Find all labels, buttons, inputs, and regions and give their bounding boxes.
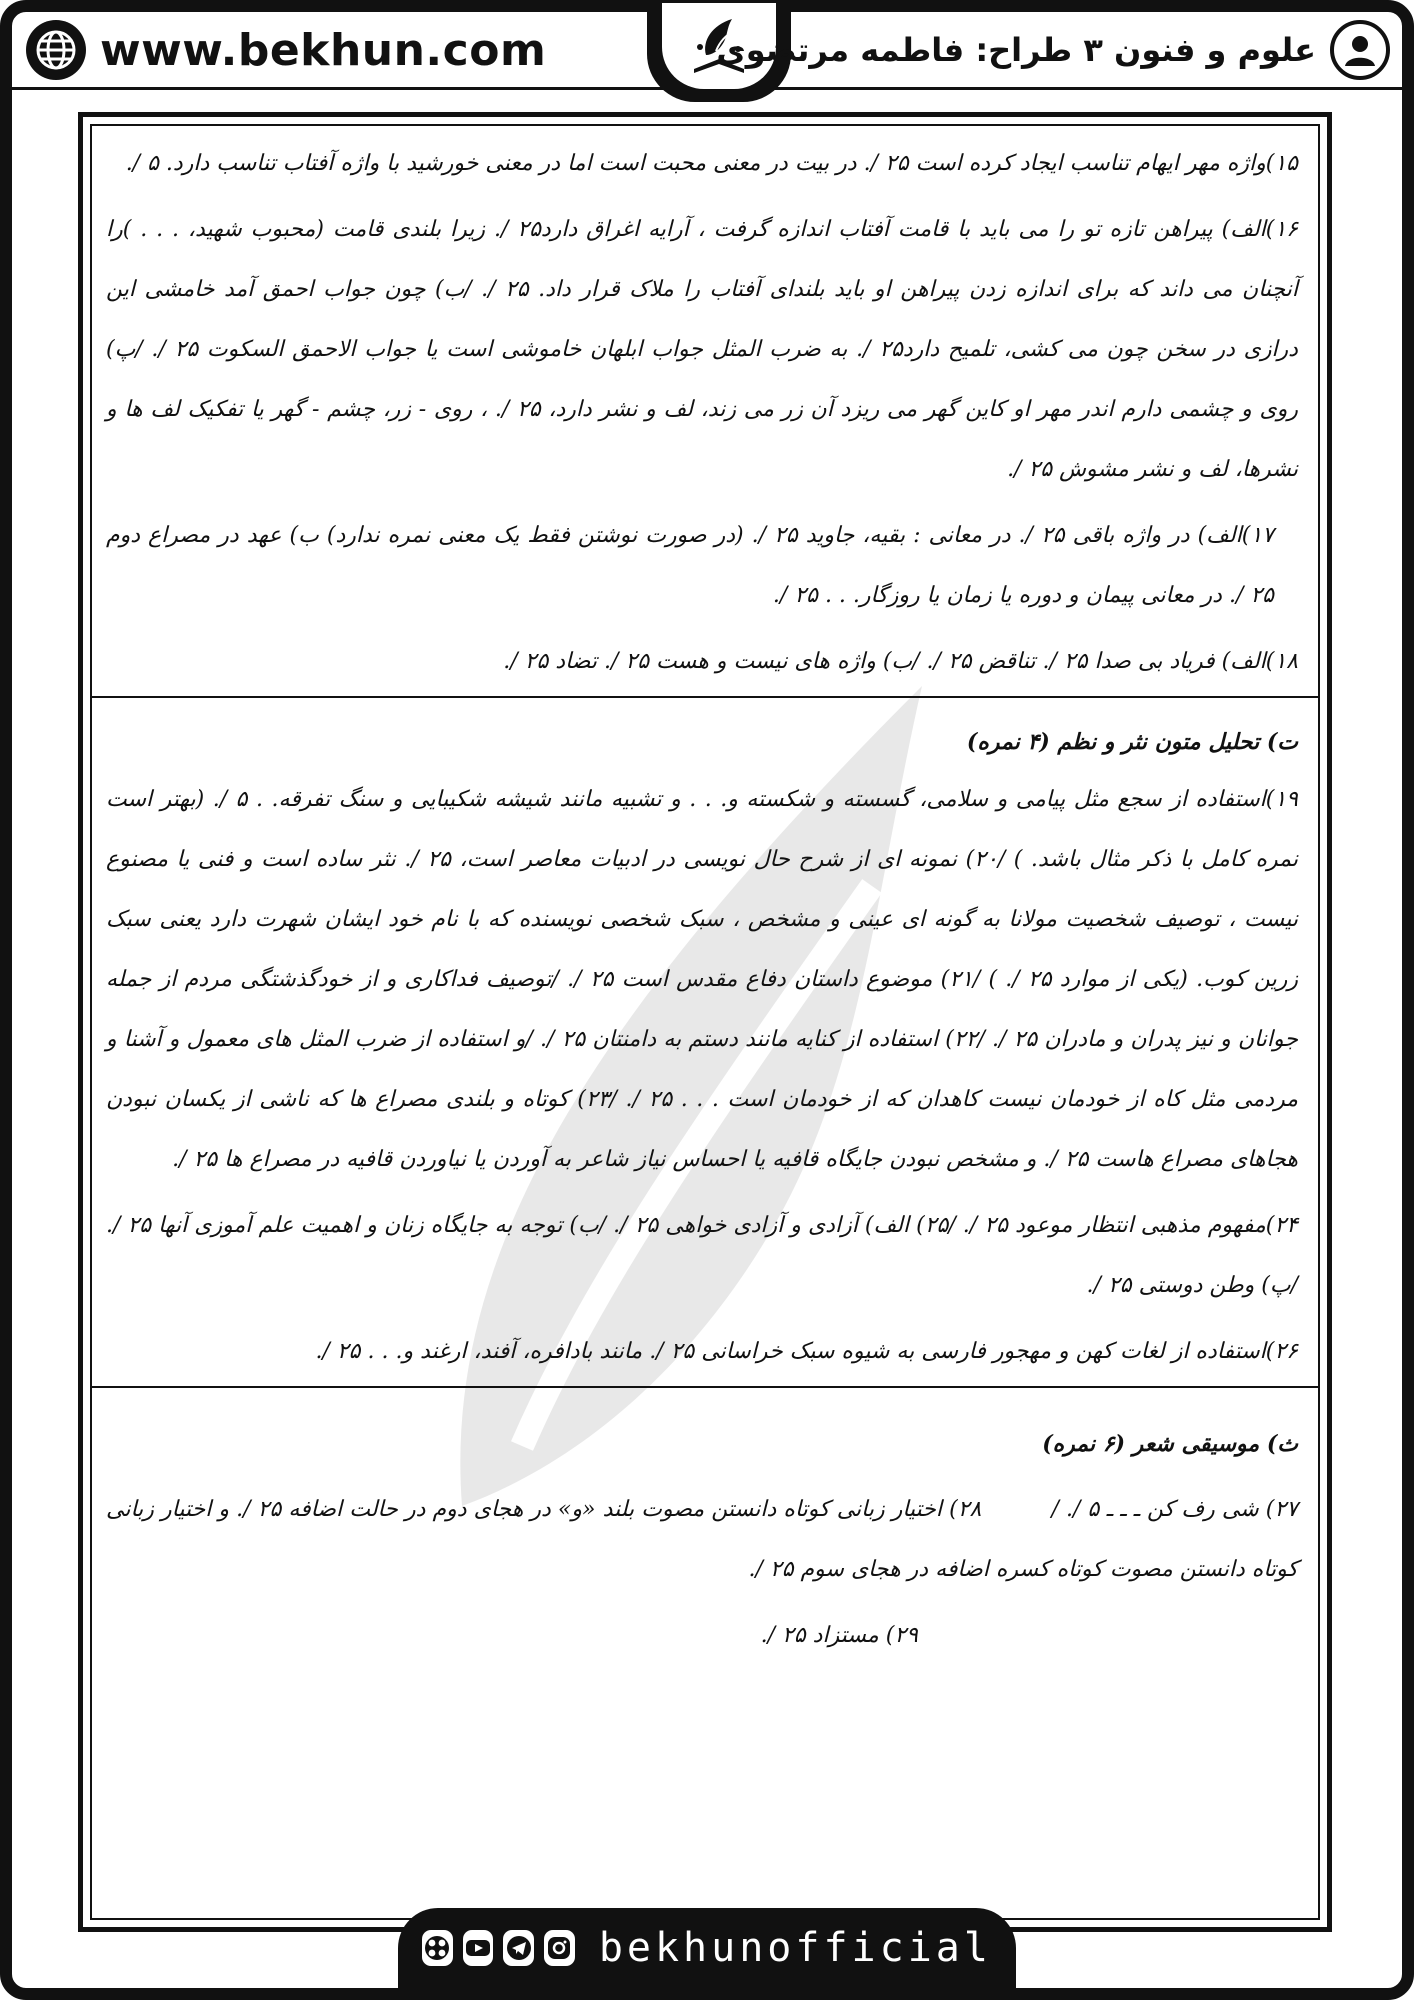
answer-29: ۲۹) مستزاد ۲۵ /. (760, 1623, 918, 1648)
youtube-icon[interactable] (463, 1930, 494, 1966)
aparat-icon[interactable] (422, 1930, 453, 1966)
answer-18: ۱۸)الف) فریاد بی صدا ۲۵ /. تناقض ۲۵ /. /ب) واژه های نیست و هست ۲۵ /. تضاد ۲۵ /. (503, 649, 1298, 674)
section-heading-part3: ث) موسیقی شعر (۶ نمره) (1042, 1431, 1298, 1457)
social-footer (398, 1908, 1016, 1988)
answer-17: ۱۷)الف) در واژه باقی ۲۵ /. در معانی : بقیه، جاوید ۲۵ /. (در صورت نوشتن فقط یک معنی نمره ندارد) ب) عهد در مصراع دوم ۲۵ /. در معانی پیمان و دوره یا زمان یا روزگار. . . ۲۵ /. (106, 523, 1274, 608)
section-part3 (92, 1386, 1318, 1674)
page-header (12, 12, 1402, 90)
site-link[interactable] (26, 18, 546, 82)
telegram-icon[interactable] (503, 1930, 534, 1966)
section-part2 (92, 696, 1318, 1386)
globe-icon (26, 20, 86, 80)
answer-28: ۲۸) اختیار زبانی کوتاه دانستن مصوت بلند «و» در هجای دوم در حالت اضافه ۲۵ /. و اختیار زبانی کوتاه دانستن مصوت کوتاه کسره اضافه در هجای سوم ۲۵ /. (106, 1497, 1298, 1582)
instagram-icon[interactable] (544, 1930, 575, 1966)
footer-handle[interactable]: bekhunofficial (598, 1925, 992, 1971)
section-part1 (92, 126, 1318, 696)
answer-19-23: ۱۹)استفاده از سجع مثل پیامی و سلامی، گسسته و شکسته و. . . و تشبیه مانند شیشه شکیبایی و سنگ تفرقه. . ۵ /. (بهتر است نمره کامل با ذکر مثال باشد. ) /۲۰) نمونه ای از شرح حال نویسی در ادبیات معاصر است، ۲۵ /. نثر ساده است و فنی یا مصنوع نیست ، توصیف شخصیت مولانا به گونه ای عینی و مشخص ، سبک شخصی نویسنده که با نام خود ایشان شهرت دارد یعنی سبک زرین کوب. (یکی از موارد ۲۵ /. ) /۲۱) موضوع داستان دفاع مقدس است ۲۵ /. /توصیف فداکاری و از خودگذشتگی مردم از جمله جوانان و نیز پدران و مادران ۲۵ /. /۲۲) استفاده از کنایه مانند دستم به دامنتان ۲۵ /. /و استفاده از ضرب المثل های معمول و آشنا و مردمی مثل کاه از خودمان نیست کاهدان که از خودمان است . . . ۲۵ /. /۲۳) کوتاه و بلندی مصراع ها که ناشی از یکسان نبودن هجاهای مصراع هاست ۲۵ /. و مشخص نبودن جایگاه قافیه یا احساس نیاز شاعر به آوردن یا نیاوردن قافیه در مصراع ها ۲۵ /. (106, 787, 1298, 1172)
section-heading-part2: ت) تحلیل متون نثر و نظم (۴ نمره) (966, 729, 1298, 755)
answer-26: ۲۶)استفاده از لغات کهن و مهجور فارسی به شیوه سبک خراسانی ۲۵ /. مانند بادافره، آفند، ارغند و. . . ۲۵ /. (315, 1339, 1298, 1364)
header-title-block (716, 18, 1390, 82)
answer-24-25: ۲۴)مفهوم مذهبی انتظار موعود ۲۵ /. /۲۵) الف) آزادی و آزادی خواهی ۲۵ /. /ب) توجه به جایگاه زنان و اهمیت علم آموزی آنها ۲۵ /. /پ) وطن دوستی ۲۵ /. (106, 1213, 1298, 1298)
site-url[interactable]: www.bekhun.com (100, 24, 547, 76)
answer-sheet-inner (90, 124, 1320, 1920)
answer-27: ۲۷) شی رف کن ـ ـ ـ ۵ /. / (1051, 1497, 1298, 1522)
answer-15: ۱۵)واژه مهر ایهام تناسب ایجاد کرده است ۲۵ /. در بیت در معنی محبت است اما در معنی خورشید با واژه آفتاب تناسب دارد. ۵ /. (125, 151, 1298, 176)
answer-16: ۱۶)الف) پیراهن تازه تو را می باید با قامت آفتاب اندازه گرفت ، آرایه اغراق دارد۲۵ /. زیرا بلندی قامت (محبوب شهید، . . . )را آنچنان می داند که برای اندازه زدن پیراهن او باید بلندای آفتاب را ملاک قرار داد. ۲۵ /. /ب) چون جواب احمق آمد خامشی این درازی در سخن چون می کشی، تلمیح دارد۲۵ /. به ضرب المثل جواب ابلهان خاموشی است یا جواب الاحمق السکوت ۲۵ /. /پ) روی و چشمی دارم اندر مهر او کاین گهر می ریزد آن زر می زند، لف و نشر دارد، ۲۵ /. ، روی - زر، چشم - گهر یا تفکیک لف ها و نشرها، لف و نشر مشوش ۲۵ /. (106, 217, 1298, 482)
answer-27-28 (106, 1480, 1298, 1600)
answer-sheet (78, 112, 1332, 1932)
user-circle-icon (1330, 20, 1390, 80)
page-title: علوم و فنون ۳ طراح: فاطمه مرتضوی (716, 31, 1316, 69)
